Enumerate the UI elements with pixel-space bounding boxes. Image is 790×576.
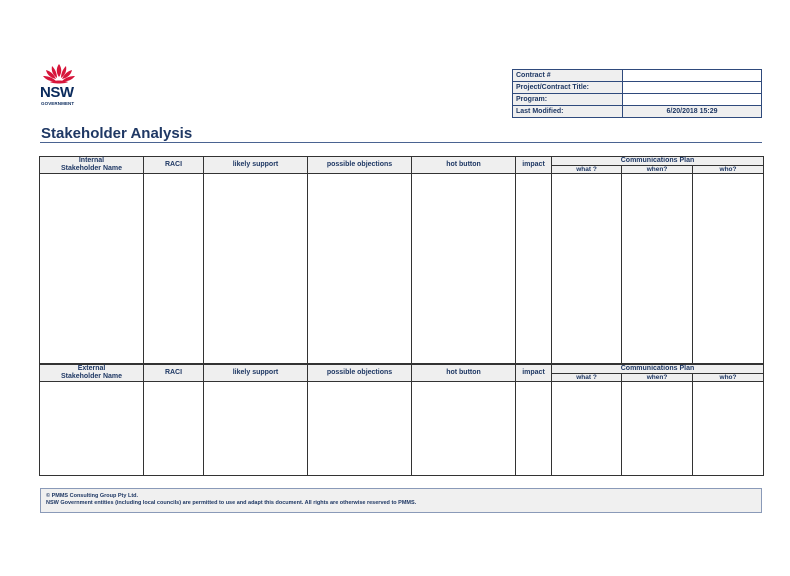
cell-when[interactable] [622, 382, 693, 476]
waratah-flower-icon [42, 63, 76, 85]
internal-stakeholder-table [39, 156, 764, 364]
header-what: what ? [552, 374, 622, 382]
header-likely-support: likely support [204, 365, 308, 382]
last-modified-value: 6/20/2018 15:29 [623, 106, 762, 118]
meta-label: Program: [513, 94, 623, 106]
logo-subtext: GOVERNMENT [41, 101, 75, 106]
cell-what[interactable] [552, 174, 622, 364]
contract-number-field[interactable] [623, 70, 762, 82]
header-when: when? [622, 374, 693, 382]
header-when: when? [622, 166, 693, 174]
header-hot-button: hot button [412, 365, 516, 382]
header-possible-objections: possible objections [308, 157, 412, 174]
meta-label: Contract # [513, 70, 623, 82]
cell-likely-support[interactable] [204, 174, 308, 364]
copyright-footer [40, 488, 762, 513]
cell-what[interactable] [552, 382, 622, 476]
cell-stakeholder-name[interactable] [40, 174, 144, 364]
usage-notice-text: NSW Government entities (including local councils) are permitted to use and adapt this document. All rights are otherwise reserved to PMMS. [46, 500, 417, 506]
cell-impact[interactable] [516, 382, 552, 476]
nsw-government-logo [40, 63, 96, 111]
cell-when[interactable] [622, 174, 693, 364]
header-impact: impact [516, 365, 552, 382]
header-stakeholder-name: External Stakeholder Name [40, 365, 144, 382]
internal-entry-row [40, 174, 764, 364]
header-hot-button: hot button [412, 157, 516, 174]
header-row [40, 157, 764, 166]
header-communications-plan: Communications Plan [552, 157, 764, 166]
cell-raci[interactable] [144, 382, 204, 476]
meta-label: Last Modified: [513, 106, 623, 118]
cell-impact[interactable] [516, 174, 552, 364]
header-raci: RACI [144, 157, 204, 174]
header-stakeholder-name: Internal Stakeholder Name [40, 157, 144, 174]
program-field[interactable] [623, 94, 762, 106]
header-possible-objections: possible objections [308, 365, 412, 382]
cell-raci[interactable] [144, 174, 204, 364]
external-entry-row [40, 382, 764, 476]
meta-label: Project/Contract Title: [513, 82, 623, 94]
external-stakeholder-table [39, 364, 764, 476]
header-row [40, 365, 764, 374]
title-divider [40, 142, 762, 143]
logo-wordmark: NSW [40, 84, 74, 101]
header-what: what ? [552, 166, 622, 174]
cell-who[interactable] [693, 174, 764, 364]
header-who: who? [693, 374, 764, 382]
project-title-field[interactable] [623, 82, 762, 94]
contract-metadata-table [512, 69, 762, 118]
cell-possible-objections[interactable] [308, 174, 412, 364]
meta-row-contract [513, 70, 762, 82]
cell-possible-objections[interactable] [308, 382, 412, 476]
meta-row-program [513, 94, 762, 106]
cell-stakeholder-name[interactable] [40, 382, 144, 476]
header-communications-plan: Communications Plan [552, 365, 764, 374]
cell-likely-support[interactable] [204, 382, 308, 476]
header-likely-support: likely support [204, 157, 308, 174]
header-impact: impact [516, 157, 552, 174]
cell-hot-button[interactable] [412, 382, 516, 476]
header-who: who? [693, 166, 764, 174]
copyright-text: © PMMS Consulting Group Pty Ltd. [46, 493, 139, 499]
page-title: Stakeholder Analysis [41, 125, 193, 142]
meta-row-last-modified [513, 106, 762, 118]
meta-row-title [513, 82, 762, 94]
header-raci: RACI [144, 365, 204, 382]
cell-hot-button[interactable] [412, 174, 516, 364]
cell-who[interactable] [693, 382, 764, 476]
